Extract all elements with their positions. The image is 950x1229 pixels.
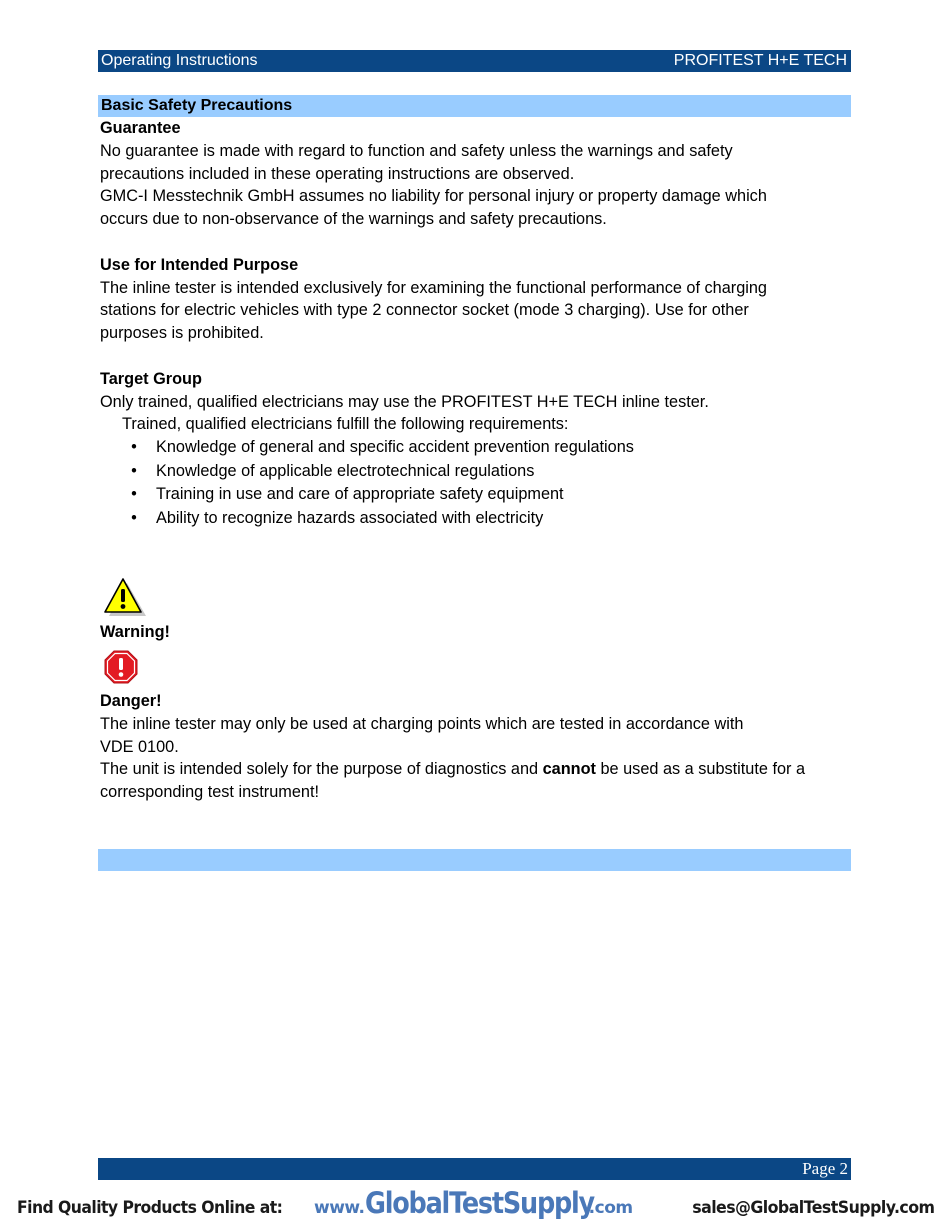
section-divider-bar: [98, 849, 851, 871]
header-product-name: PROFITEST H+E TECH: [673, 52, 847, 69]
intended-use-text-line: The inline tester is intended exclusively for examining the functional performance of charging: [100, 278, 767, 297]
header-document-type: Operating Instructions: [101, 52, 258, 69]
list-item: [100, 460, 850, 484]
danger-text-segment: The unit is intended solely for the purpose of diagnostics and: [100, 760, 543, 779]
promo-website-link[interactable]: [314, 1186, 633, 1220]
list-item-text: Knowledge of applicable electrotechnical regulations: [156, 461, 535, 480]
page-header: [98, 50, 851, 72]
bullet-icon: •: [131, 508, 137, 527]
danger-text-line: VDE 0100.: [100, 737, 179, 756]
guarantee-heading: Guarantee: [100, 119, 181, 137]
list-item: [100, 483, 850, 507]
danger-notice: [100, 690, 850, 804]
danger-text-line: The inline tester may only be used at charging points which are tested in accordance with: [100, 714, 744, 733]
promo-site-name: GlobalTestSupply: [364, 1186, 594, 1220]
paragraph-spacer: [100, 231, 850, 254]
target-group-text-line: Only trained, qualified electricians may use the PROFITEST H+E TECH inline tester.: [100, 392, 709, 411]
main-content: [100, 117, 850, 531]
intended-use-text-line: stations for electric vehicles with type 2 connector socket (mode 3 charging). Use for other: [100, 301, 749, 320]
promo-site-prefix: www.: [314, 1198, 365, 1218]
promo-email-link[interactable]: sales@GlobalTestSupply.com: [691, 1198, 934, 1218]
intended-use-heading: Use for Intended Purpose: [100, 255, 299, 274]
target-group-heading: Target Group: [100, 369, 202, 388]
paragraph-spacer: [100, 345, 850, 368]
requirements-list: [100, 436, 850, 530]
promo-banner: [0, 1186, 950, 1226]
danger-text-line: corresponding test instrument!: [100, 783, 320, 802]
guarantee-text-line: GMC-I Messtechnik GmbH assumes no liability for personal injury or property damage which: [100, 187, 767, 206]
list-item-text: Knowledge of general and specific accident prevention regulations: [156, 438, 634, 457]
danger-octagon-icon: [103, 649, 139, 685]
danger-text-segment: be used as a substitute for a: [595, 760, 806, 779]
list-item: [100, 436, 850, 460]
section-title: Basic Safety Precautions: [98, 95, 851, 117]
page-number: Page 2: [802, 1159, 848, 1178]
warning-triangle-icon: [104, 577, 146, 617]
warning-label: Warning!: [100, 623, 170, 641]
guarantee-text-line: occurs due to non-observance of the warnings and safety precautions.: [100, 210, 607, 229]
guarantee-text-line: No guarantee is made with regard to function and safety unless the warnings and safety: [100, 141, 733, 160]
promo-site-suffix: .com: [588, 1198, 633, 1218]
list-item: [100, 507, 850, 531]
bullet-icon: •: [131, 438, 137, 457]
promo-tagline: Find Quality Products Online at:: [17, 1198, 283, 1218]
danger-text-line: [100, 758, 850, 781]
target-group-requirements-intro: Trained, qualified electricians fulfill the following requirements:: [122, 415, 569, 434]
bullet-icon: •: [131, 485, 137, 504]
intended-use-text-line: purposes is prohibited.: [100, 324, 264, 343]
page-footer: [98, 1158, 851, 1180]
bullet-icon: •: [131, 461, 137, 480]
list-item-text: Ability to recognize hazards associated with electricity: [156, 508, 544, 527]
list-item-text: Training in use and care of appropriate safety equipment: [156, 485, 564, 504]
danger-emphasis: cannot: [542, 760, 596, 779]
danger-label: Danger!: [100, 692, 162, 710]
guarantee-text-line: precautions included in these operating instructions are observed.: [100, 164, 575, 183]
